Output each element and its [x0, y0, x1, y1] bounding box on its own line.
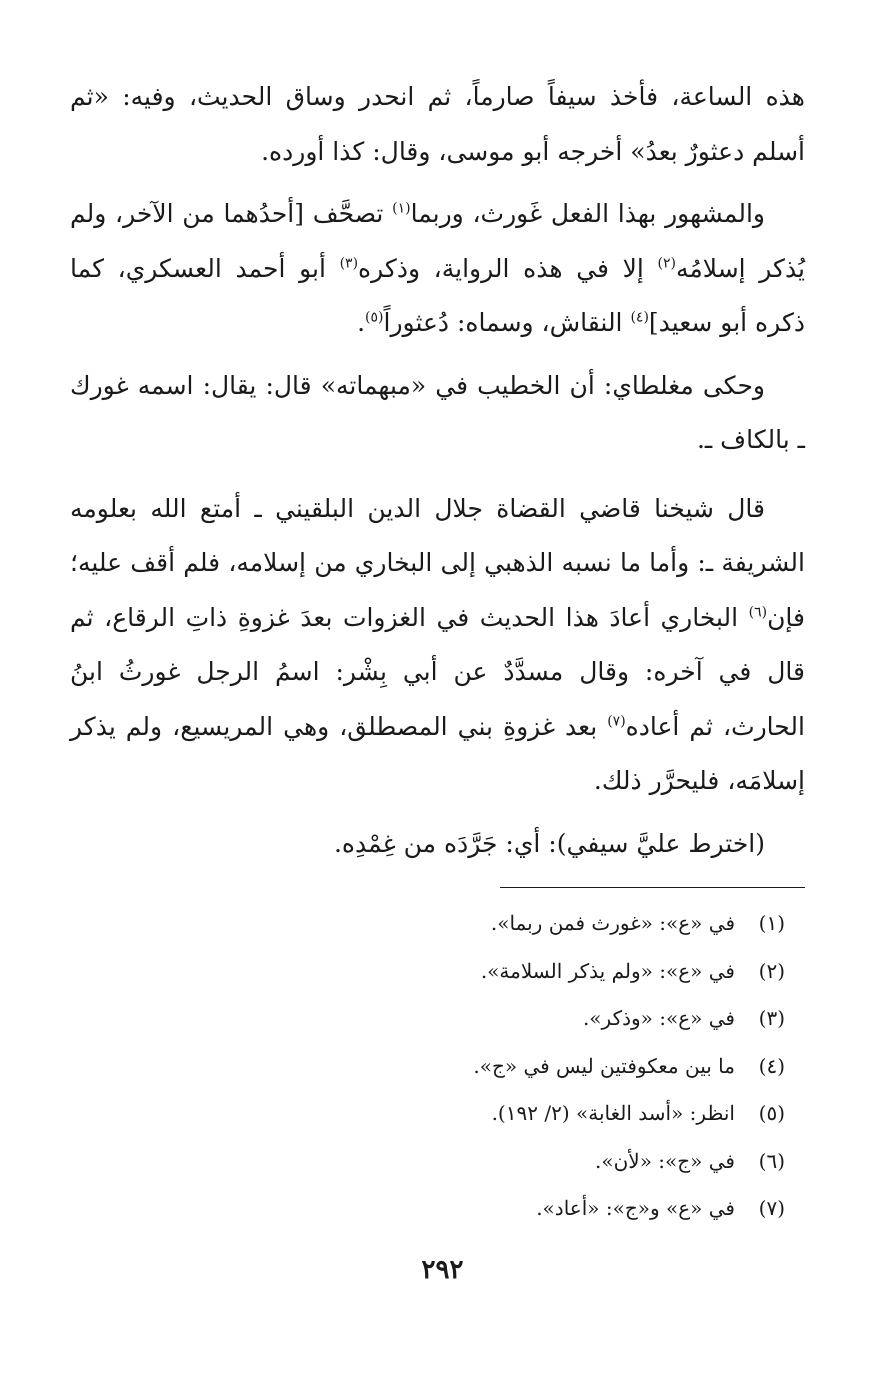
paragraph-text: تصحَّف [أحدُهما من الآخر، ولم يُذكر إسلامُه	[70, 199, 806, 283]
paragraph-2	[70, 187, 805, 351]
footnote-7	[80, 1185, 785, 1233]
paragraph-text: (اخترط عليَّ سيفي): أي: جَرَّدَه من غِمْدِه.	[333, 828, 765, 858]
paragraph-text: .	[357, 308, 366, 337]
paragraph-text: وحكى مغلطاي: أن الخطيب في «مبهماته» قال: يقال: اسمه غورك ـ بالكاف ـ.	[70, 370, 805, 454]
paragraph-text: والمشهور بهذا الفعل غَورث، وربما	[410, 199, 765, 228]
paragraph-text: البخاري أعادَ هذا الحديث في الغزوات بعدَ غزوةِ ذاتِ الرقاع، ثم قال في آخره: وقال مسدَّدٌ عن أبي بِشْر: اسمُ الرجل غورثُ ابنُ الحارث، ثم أعاده	[70, 602, 805, 741]
footnote-text: ما بين معكوفتين ليس في «ج».	[473, 1053, 735, 1078]
footnote-number: (٢)	[758, 958, 785, 983]
paragraph-3	[70, 359, 805, 468]
footnote-ref-5[interactable]: (٥)	[365, 309, 384, 326]
footnote-6	[80, 1138, 785, 1186]
paragraph-text: هذه الساعة، فأخذ سيفاً صارماً، ثم انحدر وساق الحديث، وفيه: «ثم أسلم دعثورٌ بعدُ» أخرجه أبو موسى، وقال: كذا أورده.	[70, 82, 805, 166]
footnote-ref-7[interactable]: (٧)	[607, 713, 626, 730]
footnote-number: (١)	[758, 911, 785, 935]
paragraph-text: قال شيخنا قاضي القضاة جلال الدين البلقيني ـ أمتع الله بعلومه الشريفة ـ: وأما ما نسبه الذهبي إلى البخاري من إسلامه، فلم أقف عليه؛ فإن	[70, 493, 805, 632]
footnote-text: في «ع»: «وذكر».	[582, 1006, 735, 1030]
footnote-ref-3[interactable]: (٣)	[339, 255, 359, 272]
footnotes-list	[80, 900, 785, 1233]
paragraph-text: إلا في هذه الرواية، وذكره	[358, 253, 658, 283]
footnote-ref-1[interactable]: (١)	[392, 200, 411, 217]
footnote-text: في «ع»: «غورث فمن ربما».	[490, 911, 735, 935]
paragraph-1	[70, 70, 805, 179]
footnote-divider	[500, 887, 805, 888]
footnote-number: (٧)	[758, 1196, 785, 1220]
footnote-number: (٥)	[758, 1101, 785, 1125]
footnote-2	[80, 948, 785, 996]
footnote-text: في «ج»: «لأن».	[595, 1148, 735, 1173]
footnote-text: في «ع»: «ولم يذكر السلامة».	[480, 958, 735, 983]
footnote-3	[80, 995, 785, 1043]
footnote-text: انظر: «أسد الغابة» (٢/ ١٩٢).	[491, 1101, 735, 1125]
paragraph-4	[70, 482, 805, 809]
footnote-number: (٣)	[758, 1006, 785, 1030]
footnote-ref-2[interactable]: (٢)	[657, 255, 676, 272]
main-text	[70, 70, 805, 879]
paragraph-text: النقاش، وسماه: دُعثوراً	[383, 308, 631, 337]
paragraph-text: بعد غزوةِ بني المصطلق، وهي المريسيع، ولم يذكر إسلامَه، فليحرَّر ذلك.	[70, 711, 805, 795]
page-number: ٢٩٢	[421, 1255, 464, 1285]
paragraph-5	[70, 817, 805, 872]
footnote-5	[80, 1090, 785, 1138]
footnote-ref-6[interactable]: (٦)	[748, 604, 768, 621]
footnote-text: في «ع» و«ج»: «أعاد».	[536, 1196, 735, 1220]
footnote-number: (٦)	[758, 1148, 785, 1173]
footnote-1	[80, 900, 785, 948]
footnote-ref-4[interactable]: (٤)	[630, 309, 649, 326]
paragraph-text: أبو أحمد العسكري، كما ذكره أبو سعيد]	[70, 253, 805, 337]
footnote-4	[80, 1043, 785, 1091]
footnote-number: (٤)	[758, 1053, 785, 1078]
